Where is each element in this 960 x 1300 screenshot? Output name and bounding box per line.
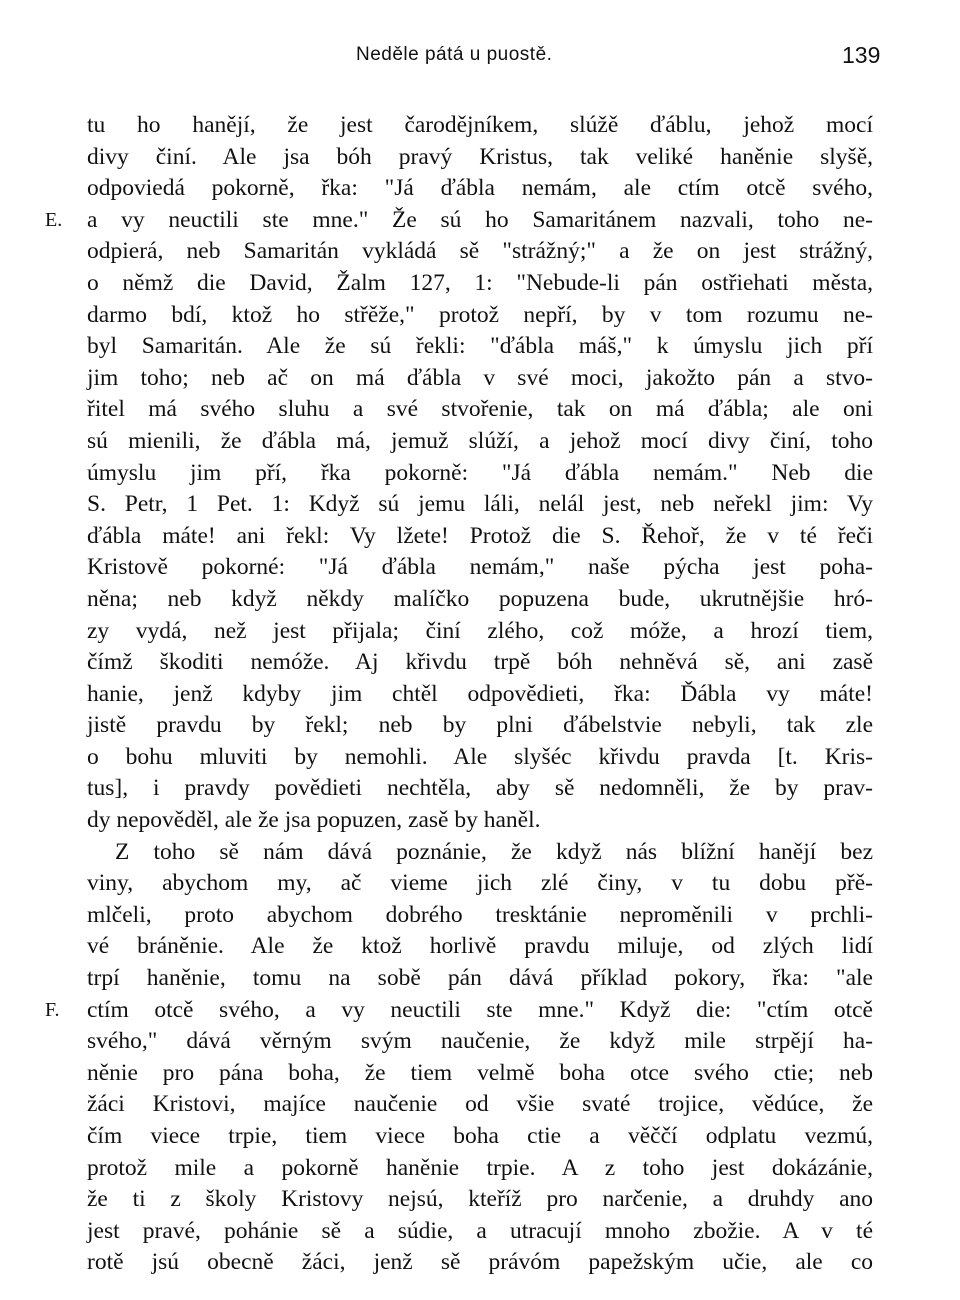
text-line: odpierá, neb Samaritán vykládá sě "strážný;" a že on jest strážný, — [87, 238, 873, 265]
text-line — [45, 205, 873, 237]
margin-marker-e: E. — [45, 208, 63, 231]
text-line: sú mienili, že ďábla má, jemuž slúží, a jehož mocí divy činí, toho — [87, 427, 873, 454]
text-line: něnie pro pána boha, že tiem velmě boha otce svého ctie; neb — [87, 1059, 873, 1086]
text-line: tu ho hanějí, že jest čarodějníkem, slúžě ďáblu, jehož mocí — [87, 112, 873, 138]
text-line: ďábla máte! ani řekl: Vy lžete! Protož die S. Řehoř, že v té řeči — [87, 522, 873, 549]
text-line: žáci Kristovi, majíce naučenie od všie svaté trojice, vědúce, že — [87, 1091, 873, 1118]
text-line: Kristově pokorné: "Já ďábla nemám," naše pýcha jest poha- — [87, 554, 873, 581]
text-line-content: ctím otcě svého, a vy neuctili ste mne." Když die: "ctím otcě — [87, 996, 873, 1023]
text-line: vé bráněnie. Ale že ktož horlivě pravdu miluje, od zlých lidí — [87, 933, 873, 960]
page-number: 139 — [842, 42, 881, 68]
text-line: darmo bdí, ktož ho střěže," protož nepří, by v tom rozumu ne- — [87, 301, 873, 328]
text-line: tus], i pravdy povědieti nechtěla, aby sě nedomněli, že by prav- — [87, 775, 873, 802]
text-line: že ti z školy Kristovy nejsú, kteříž pro narčenie, a druhdy ano — [87, 1186, 873, 1213]
text-line: S. Petr, 1 Pet. 1: Když sú jemu láli, nelál jest, neb neřekl jim: Vy — [87, 491, 873, 518]
text-line: byl Samaritán. Ale že sú řekli: "ďábla máš," k úmyslu jich pří — [87, 333, 873, 360]
page-header — [0, 40, 960, 76]
text-line: o bohu mluviti by nemohli. Ale slyšéc křivdu pravda [t. Kris- — [87, 743, 873, 770]
text-line: jistě pravdu by řekl; neb by plni ďábelstvie nebyli, tak zle — [87, 712, 873, 739]
text-line: protož mile a pokorně haněnie trpie. A z toho jest dokázánie, — [87, 1154, 873, 1181]
text-line: rotě jsú obecně žáci, jenž sě právóm papežským učie, ale co — [87, 1249, 873, 1276]
text-line: zy vydá, než jest přijala; činí zlého, což móže, a hrozí tiem, — [87, 617, 873, 644]
text-line: dy nepověděl, ale že jsa popuzen, zasě by haněl. — [87, 807, 541, 834]
text-line: divy činí. Ale jsa bóh pravý Kristus, tak veliké haněnie slyšě, — [87, 143, 873, 170]
text-line: jest pravé, pohánie sě a súdie, a utracují mnoho zbožie. A v té — [87, 1217, 873, 1244]
text-line: Z toho sě nám dává poznánie, že když nás blížní hanějí bez — [115, 838, 873, 865]
text-line: mlčeli, proto abychom dobrého tresktánie neproměnili v prchli- — [87, 901, 873, 928]
text-line: čímž škoditi nemóže. Aj křivdu trpě bóh nehněvá sě, ani zasě — [87, 649, 873, 676]
text-line — [45, 995, 873, 1027]
text-line: jim toho; neb ač on má ďábla v své moci, jakožto pán a stvo- — [87, 364, 873, 391]
text-line: odpoviedá pokorně, řka: "Já ďábla nemám, ale ctím otcě svého, — [87, 175, 873, 202]
margin-marker-f: F. — [45, 998, 60, 1021]
text-line: čím viece trpie, tiem viece boha ctie a věččí odplatu vezmú, — [87, 1123, 873, 1149]
text-line: úmyslu jim pří, řka pokorně: "Já ďábla nemám." Neb die — [87, 459, 873, 486]
text-line-content: a vy neuctili ste mne." Že sú ho Samaritánem nazvali, toho ne- — [87, 206, 873, 233]
text-line: trpí haněnie, tomu na sobě pán dává příklad pokory, řka: "ale — [87, 965, 873, 992]
running-head: Neděle pátá u puostě. — [356, 44, 553, 65]
text-line: hanie, jenž kdyby jim chtěl odpovědieti, řka: Ďábla vy máte! — [87, 680, 873, 707]
text-line: svého," dává věrným svým naučenie, že když mile strpějí ha- — [87, 1028, 873, 1055]
text-line: řitel má svého sluhu a své stvořenie, tak on má ďábla; ale oni — [87, 396, 873, 423]
text-line: viny, abychom my, ač vieme jich zlé činy, v tu dobu přě- — [87, 870, 873, 897]
text-line: o němž die David, Žalm 127, 1: "Nebude-li pán ostřiehati města, — [87, 269, 873, 296]
text-line: něna; neb když někdy malíčko popuzena bude, ukrutnějšie hró- — [87, 585, 873, 612]
body-text — [45, 110, 873, 1279]
